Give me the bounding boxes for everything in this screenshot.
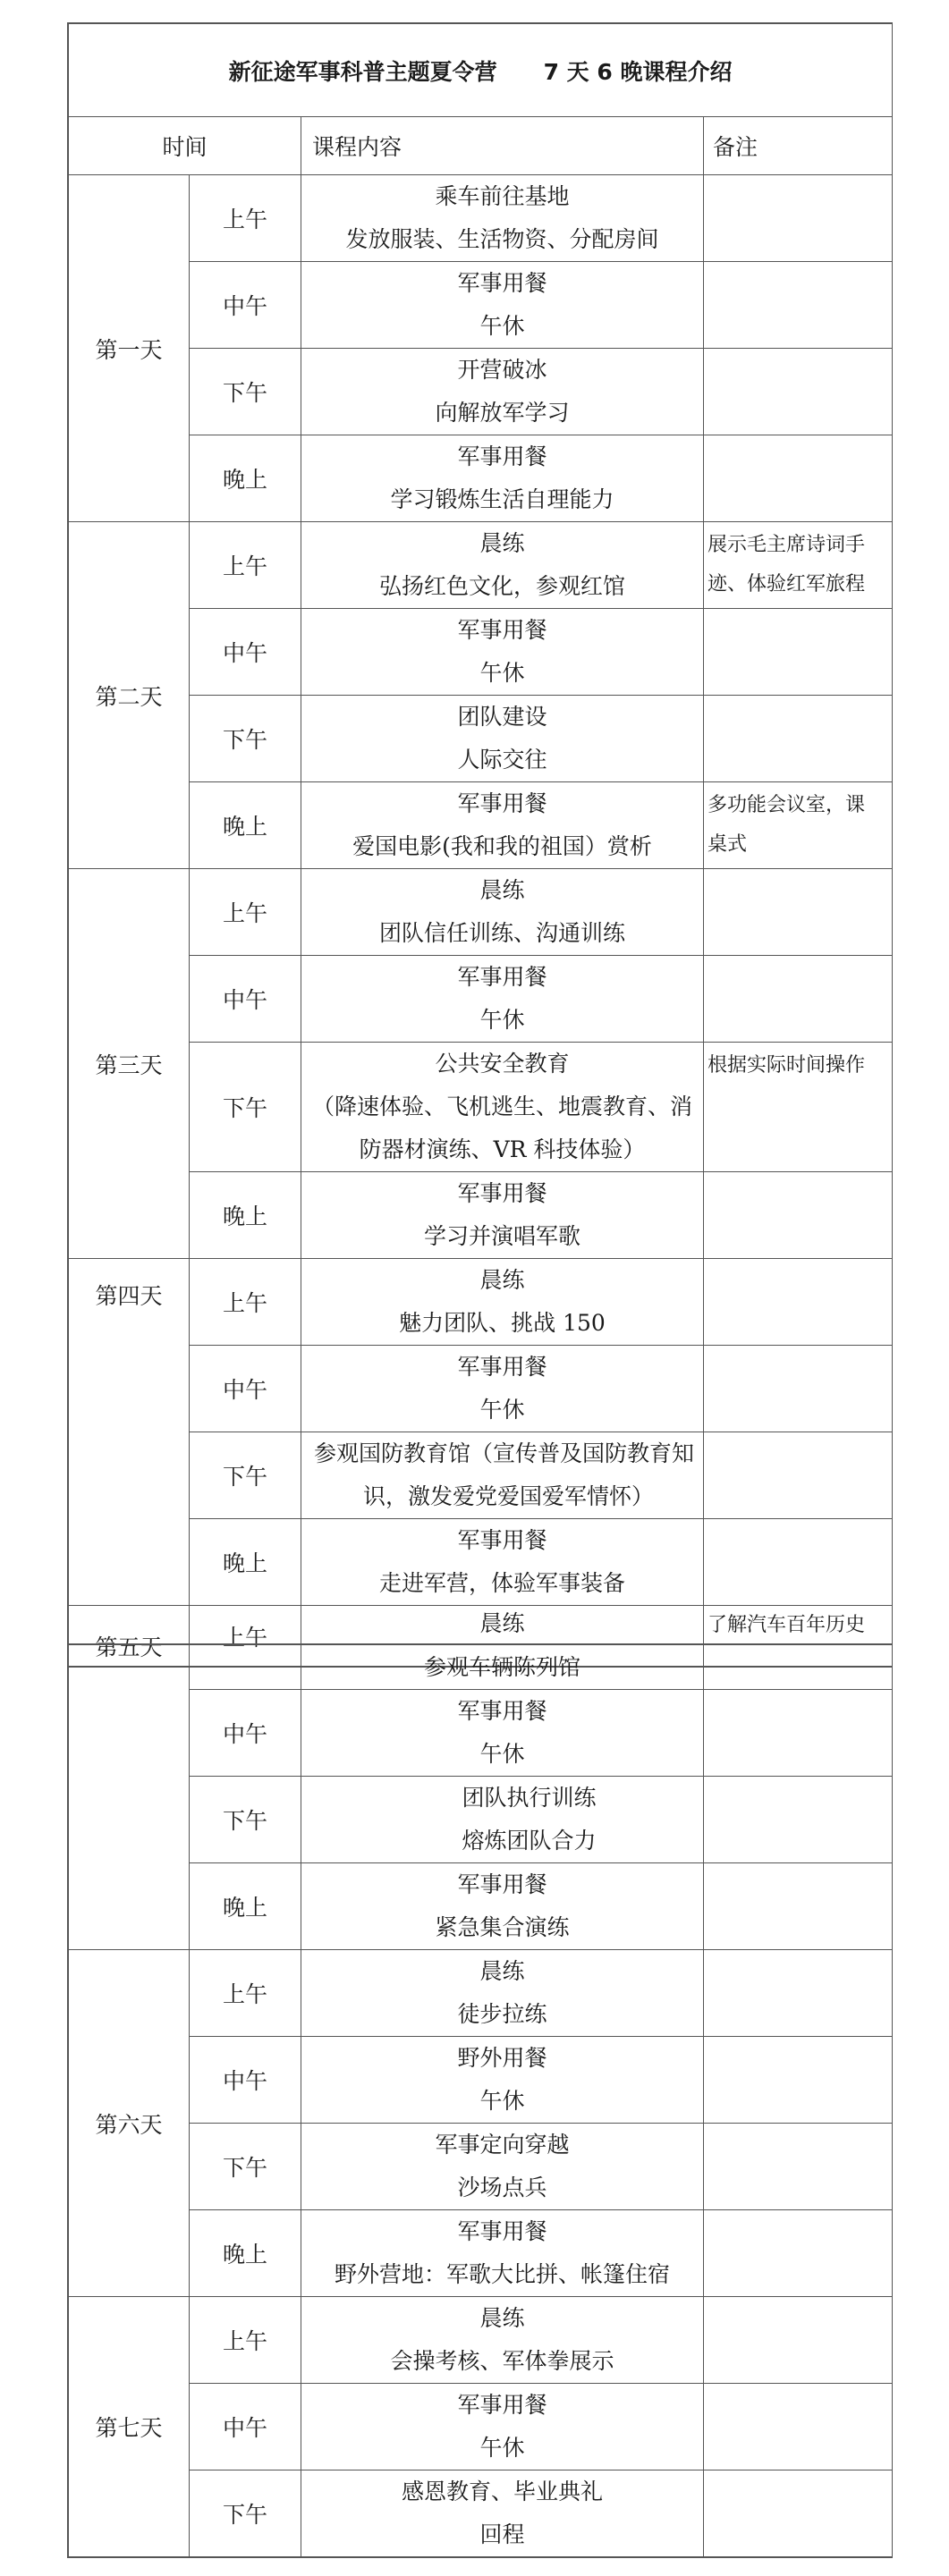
schedule-table-2 bbox=[68, 1644, 893, 2557]
table-row bbox=[69, 2384, 893, 2470]
table-row bbox=[69, 2037, 893, 2124]
note-cell bbox=[704, 2210, 893, 2297]
course-content: 晨练 团队信任训练、沟通训练 bbox=[301, 869, 704, 956]
course-content: 军事用餐 午休 bbox=[301, 956, 704, 1043]
table-row bbox=[69, 2470, 893, 2557]
table-row bbox=[69, 1346, 893, 1432]
course-content: 参观国防教育馆（宣传普及国防教育知 识，激发爱党爱国爱军情怀） bbox=[301, 1432, 704, 1519]
period-label: 上午 bbox=[190, 1259, 301, 1346]
header-time: 时间 bbox=[69, 117, 301, 175]
course-content: 军事用餐 午休 bbox=[301, 609, 704, 696]
note-cell bbox=[704, 696, 893, 782]
period-label: 上午 bbox=[190, 175, 301, 262]
period-label bbox=[190, 1645, 301, 1690]
note-cell bbox=[704, 1432, 893, 1519]
page-title bbox=[69, 24, 893, 117]
table-row bbox=[69, 1950, 893, 2037]
period-label: 晚上 bbox=[190, 1863, 301, 1950]
note-cell bbox=[704, 2037, 893, 2124]
table-row bbox=[69, 956, 893, 1043]
course-content: 晨练 魅力团队、挑战 150 bbox=[301, 1259, 704, 1346]
note-cell bbox=[704, 2384, 893, 2470]
note-cell bbox=[704, 349, 893, 435]
period-label: 中午 bbox=[190, 609, 301, 696]
day-label: 第二天 bbox=[69, 522, 190, 869]
course-content: 野外用餐 午休 bbox=[301, 2037, 704, 2124]
course-content: 军事定向穿越 沙场点兵 bbox=[301, 2124, 704, 2210]
day-label: 第五天 bbox=[69, 1606, 190, 1667]
course-content: 军事用餐 走进军营，体验军事装备 bbox=[301, 1519, 704, 1606]
note-cell bbox=[704, 1645, 893, 1690]
period-label: 下午 bbox=[190, 1432, 301, 1519]
table-header bbox=[69, 117, 893, 175]
course-content: 军事用餐 午休 bbox=[301, 2384, 704, 2470]
note-cell bbox=[704, 1172, 893, 1259]
period-label: 上午 bbox=[190, 2297, 301, 2384]
table-row bbox=[69, 1172, 893, 1259]
course-content: 军事用餐 午休 bbox=[301, 262, 704, 349]
course-content: 军事用餐 爱国电影(我和我的祖国）赏析 bbox=[301, 782, 704, 869]
period-label: 中午 bbox=[190, 1690, 301, 1777]
course-content: 军事用餐 午休 bbox=[301, 1690, 704, 1777]
table-row bbox=[69, 1645, 893, 1690]
note-cell bbox=[704, 1863, 893, 1950]
course-content: 公共安全教育 （降速体验、飞机逃生、地震教育、消 防器材演练、VR 科技体验） bbox=[301, 1043, 704, 1172]
period-label: 下午 bbox=[190, 2470, 301, 2557]
course-content: 晨练 弘扬红色文化，参观红馆 bbox=[301, 522, 704, 609]
period-label: 晚上 bbox=[190, 1519, 301, 1606]
note-cell bbox=[704, 435, 893, 522]
header-content: 课程内容 bbox=[301, 117, 704, 175]
course-content: 开营破冰 向解放军学习 bbox=[301, 349, 704, 435]
note-cell bbox=[704, 1690, 893, 1777]
period-label: 中午 bbox=[190, 2037, 301, 2124]
period-label: 晚上 bbox=[190, 2210, 301, 2297]
course-content: 军事用餐 学习并演唱军歌 bbox=[301, 1172, 704, 1259]
period-label: 晚上 bbox=[190, 435, 301, 522]
table-row bbox=[69, 609, 893, 696]
note-cell: 展示毛主席诗词手 迹、体验红军旅程 bbox=[704, 522, 893, 609]
table-row bbox=[69, 696, 893, 782]
period-label: 上午 bbox=[190, 1950, 301, 2037]
period-label: 上午 bbox=[190, 869, 301, 956]
course-content: 晨练 徒步拉练 bbox=[301, 1950, 704, 2037]
schedule-sheet-1 bbox=[67, 22, 893, 1668]
note-cell bbox=[704, 262, 893, 349]
period-label: 上午 bbox=[190, 1606, 301, 1667]
course-content: 晨练 会操考核、军体拳展示 bbox=[301, 2297, 704, 2384]
note-cell bbox=[704, 956, 893, 1043]
course-content: 感恩教育、毕业典礼 回程 bbox=[301, 2470, 704, 2557]
table-row bbox=[69, 1259, 893, 1346]
period-label: 中午 bbox=[190, 2384, 301, 2470]
table-row bbox=[69, 349, 893, 435]
table-row bbox=[69, 1690, 893, 1777]
period-label: 中午 bbox=[190, 262, 301, 349]
period-label: 下午 bbox=[190, 1043, 301, 1172]
schedule-table-1 bbox=[68, 23, 893, 1667]
period-label: 晚上 bbox=[190, 782, 301, 869]
table-row bbox=[69, 175, 893, 262]
period-label: 上午 bbox=[190, 522, 301, 609]
note-cell bbox=[704, 609, 893, 696]
table-row bbox=[69, 435, 893, 522]
course-content: 参观车辆陈列馆 bbox=[301, 1645, 704, 1690]
header-note: 备注 bbox=[704, 117, 893, 175]
course-content: 军事用餐 紧急集合演练 bbox=[301, 1863, 704, 1950]
period-label: 下午 bbox=[190, 696, 301, 782]
note-cell bbox=[704, 1346, 893, 1432]
table-row bbox=[69, 1777, 893, 1863]
note-cell bbox=[704, 1777, 893, 1863]
note-cell bbox=[704, 2470, 893, 2557]
note-cell: 了解汽车百年历史 bbox=[704, 1606, 893, 1667]
table-row bbox=[69, 1432, 893, 1519]
note-cell bbox=[704, 2124, 893, 2210]
course-content: 军事用餐 午休 bbox=[301, 1346, 704, 1432]
course-content: 团队建设 人际交往 bbox=[301, 696, 704, 782]
table-row bbox=[69, 262, 893, 349]
title-left: 新征途军事科普主题夏令营 bbox=[228, 58, 497, 85]
note-cell bbox=[704, 869, 893, 956]
day-label: 第四天 bbox=[69, 1259, 190, 1606]
day-label: 第三天 bbox=[69, 869, 190, 1259]
period-label: 中午 bbox=[190, 1346, 301, 1432]
period-label: 晚上 bbox=[190, 1172, 301, 1259]
day-label-continued bbox=[69, 1645, 190, 1950]
day-label: 第七天 bbox=[69, 2297, 190, 2557]
day-label: 第一天 bbox=[69, 175, 190, 522]
table-row bbox=[69, 782, 893, 869]
table-row bbox=[69, 1043, 893, 1172]
course-content: 晨练 bbox=[301, 1606, 704, 1667]
note-cell bbox=[704, 2297, 893, 2384]
course-content: 军事用餐 野外营地：军歌大比拼、帐篷住宿 bbox=[301, 2210, 704, 2297]
period-label: 下午 bbox=[190, 2124, 301, 2210]
course-content: 乘车前往基地 发放服装、生活物资、分配房间 bbox=[301, 175, 704, 262]
note-cell: 根据实际时间操作 bbox=[704, 1043, 893, 1172]
table-row bbox=[69, 2124, 893, 2210]
period-label: 中午 bbox=[190, 956, 301, 1043]
period-label: 下午 bbox=[190, 1777, 301, 1863]
table-row bbox=[69, 522, 893, 609]
schedule-sheet-2 bbox=[67, 1643, 893, 2558]
table-row bbox=[69, 2297, 893, 2384]
table-row bbox=[69, 2210, 893, 2297]
table-row bbox=[69, 1863, 893, 1950]
title-right: 7 天 6 晚课程介绍 bbox=[543, 58, 733, 85]
note-cell: 多功能会议室，课 桌式 bbox=[704, 782, 893, 869]
note-cell bbox=[704, 1950, 893, 2037]
note-cell bbox=[704, 1259, 893, 1346]
table-row bbox=[69, 869, 893, 956]
course-content: 军事用餐 学习锻炼生活自理能力 bbox=[301, 435, 704, 522]
note-cell bbox=[704, 175, 893, 262]
course-content: 团队执行训练 熔炼团队合力 bbox=[301, 1777, 704, 1863]
note-cell bbox=[704, 1519, 893, 1606]
day-label: 第六天 bbox=[69, 1950, 190, 2297]
table-row bbox=[69, 1519, 893, 1606]
period-label: 下午 bbox=[190, 349, 301, 435]
